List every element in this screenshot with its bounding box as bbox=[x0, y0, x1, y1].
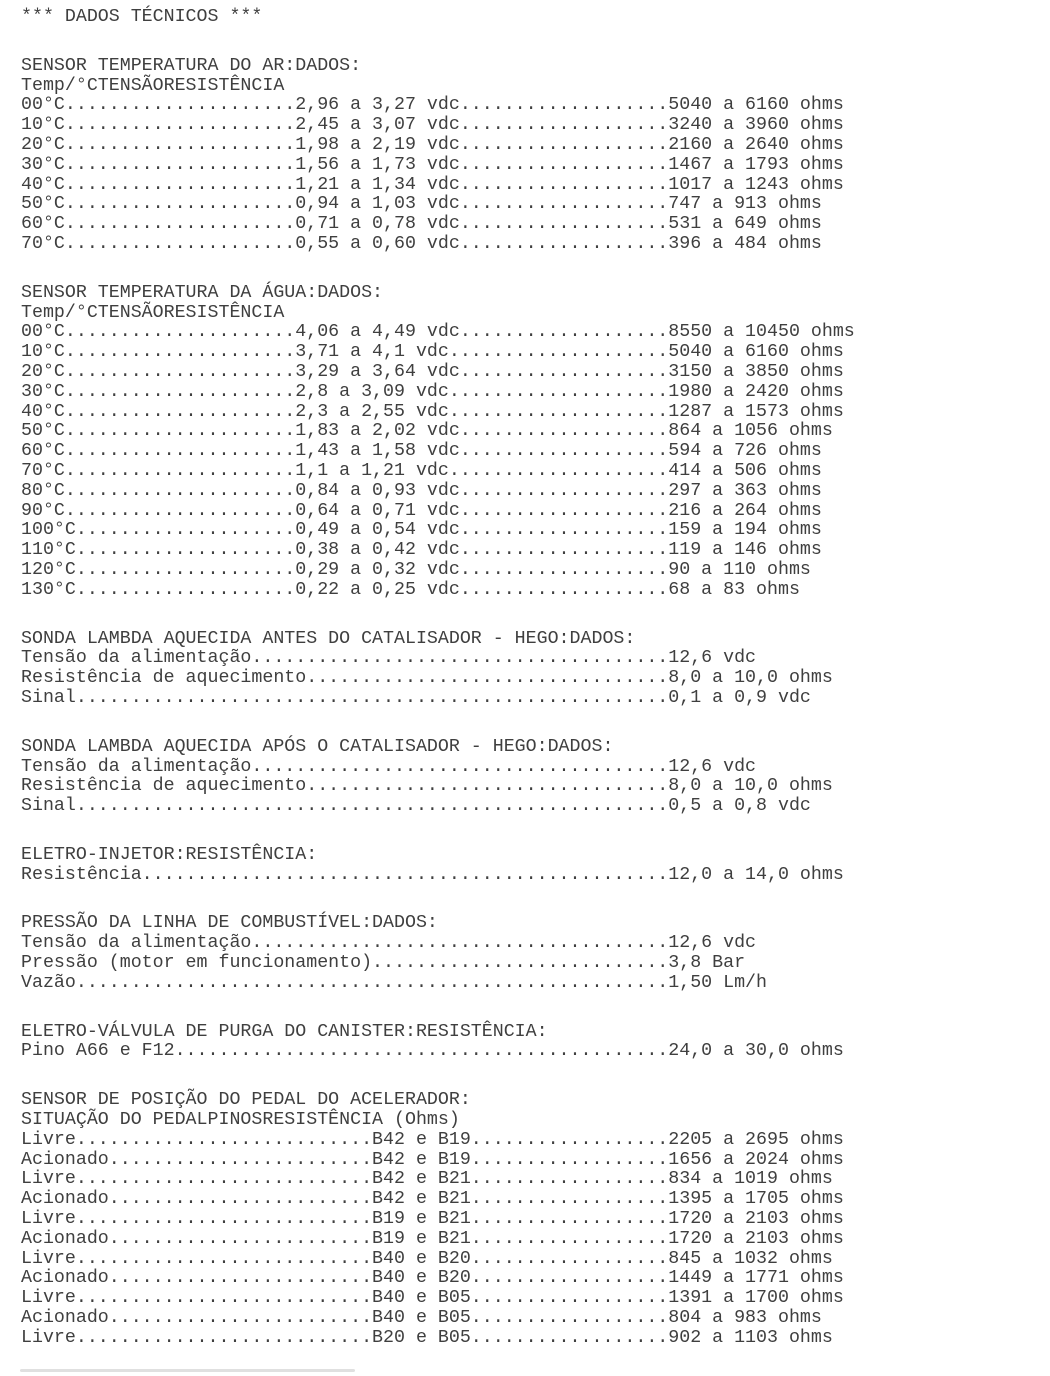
data-line: Tensão da alimentação......................................12,6 vdc bbox=[21, 933, 757, 954]
section bbox=[21, 1023, 1050, 1063]
data-line: 70°C.....................1,1 a 1,21 vdc....................414 a 506 ohms bbox=[21, 460, 822, 481]
data-line: Resistência de aquecimento.................................8,0 a 10,0 ohms bbox=[21, 668, 833, 689]
data-line: 90°C.....................0,64 a 0,71 vdc...................216 a 264 ohms bbox=[21, 500, 822, 521]
data-line: 130°C....................0,22 a 0,25 vdc...................68 a 83 ohms bbox=[21, 579, 800, 600]
data-line: Sinal......................................................0,5 a 0,8 vdc bbox=[21, 796, 811, 817]
section-heading: ELETRO-INJETOR:RESISTÊNCIA: bbox=[21, 844, 318, 865]
data-line: Tensão da alimentação......................................12,6 vdc bbox=[21, 756, 757, 777]
data-line: Tensão da alimentação......................................12,6 vdc bbox=[21, 648, 757, 669]
data-line: Livre...........................B19 e B21..................1720 a 2103 ohms bbox=[21, 1209, 844, 1230]
data-line: Livre...........................B42 e B19..................2205 a 2695 ohms bbox=[21, 1129, 844, 1150]
data-line: 40°C.....................2,3 a 2,55 vdc....................1287 a 1573 ohms bbox=[21, 401, 844, 422]
data-line: 10°C.....................2,45 a 3,07 vdc...................3240 a 3960 ohms bbox=[21, 115, 844, 136]
section-rows bbox=[21, 758, 1050, 817]
section-subheading: Temp/°CTENSÃORESISTÊNCIA bbox=[21, 75, 285, 96]
section bbox=[21, 630, 1050, 709]
data-line: 60°C.....................1,43 a 1,58 vdc...................594 a 726 ohms bbox=[21, 441, 822, 462]
section-subheading: SITUAÇÃO DO PEDALPINOSRESISTÊNCIA (Ohms) bbox=[21, 1110, 460, 1131]
section-heading: PRESSÃO DA LINHA DE COMBUSTÍVEL:DADOS: bbox=[21, 913, 438, 934]
data-line: Pino A66 e F12.............................................24,0 a 30,0 ohms bbox=[21, 1041, 844, 1062]
section bbox=[21, 738, 1050, 817]
data-line: 20°C.....................3,29 a 3,64 vdc...................3150 a 3850 ohms bbox=[21, 361, 844, 382]
section-heading: SENSOR DE POSIÇÃO DO PEDAL DO ACELERADOR: bbox=[21, 1090, 471, 1111]
data-line: Acionado........................B40 e B05..................804 a 983 ohms bbox=[21, 1308, 822, 1329]
data-line: Resistência................................................12,0 a 14,0 ohms bbox=[21, 864, 844, 885]
data-line: Pressão (motor em funcionamento)...........................3,8 Bar bbox=[21, 953, 746, 974]
section-rows bbox=[21, 96, 1050, 254]
data-line: Livre...........................B40 e B05..................1391 a 1700 ohms bbox=[21, 1288, 844, 1309]
section-rows bbox=[21, 866, 1050, 886]
section-rows bbox=[21, 934, 1050, 993]
data-line: Livre...........................B20 e B05..................902 a 1103 ohms bbox=[21, 1327, 833, 1348]
data-line: 30°C.....................1,56 a 1,73 vdc...................1467 a 1793 ohms bbox=[21, 154, 844, 175]
data-line: 100°C....................0,49 a 0,54 vdc...................159 a 194 ohms bbox=[21, 520, 822, 541]
data-line: Acionado........................B40 e B20..................1449 a 1771 ohms bbox=[21, 1268, 844, 1289]
section bbox=[21, 57, 1050, 255]
section-rows bbox=[21, 1131, 1050, 1349]
data-line: 70°C.....................0,55 a 0,60 vdc...................396 a 484 ohms bbox=[21, 233, 822, 254]
data-line: 10°C.....................3,71 a 4,1 vdc....................5040 a 6160 ohms bbox=[21, 342, 844, 363]
section-rows bbox=[21, 1042, 1050, 1062]
section-rows bbox=[21, 649, 1050, 708]
section-heading: SENSOR TEMPERATURA DA ÁGUA:DADOS: bbox=[21, 282, 384, 303]
section bbox=[21, 1091, 1050, 1348]
data-line: 50°C.....................0,94 a 1,03 vdc...................747 a 913 ohms bbox=[21, 194, 822, 215]
data-line: Vazão......................................................1,50 Lm/h bbox=[21, 972, 767, 993]
section bbox=[21, 846, 1050, 886]
section-heading: SONDA LAMBDA AQUECIDA ANTES DO CATALISADOR - HEGO:DADOS: bbox=[21, 628, 636, 649]
document-title: *** DADOS TÉCNICOS *** bbox=[21, 7, 263, 27]
data-line: 50°C.....................1,83 a 2,02 vdc...................864 a 1056 ohms bbox=[21, 421, 833, 442]
section-heading: SONDA LAMBDA AQUECIDA APÓS O CATALISADOR - HEGO:DADOS: bbox=[21, 736, 614, 757]
data-line: 40°C.....................1,21 a 1,34 vdc...................1017 a 1243 ohms bbox=[21, 174, 844, 195]
data-line: 00°C.....................2,96 a 3,27 vdc...................5040 a 6160 ohms bbox=[21, 95, 844, 116]
sections-container bbox=[21, 57, 1050, 1349]
data-line: 20°C.....................1,98 a 2,19 vdc...................2160 a 2640 ohms bbox=[21, 134, 844, 155]
data-line: 60°C.....................0,71 a 0,78 vdc...................531 a 649 ohms bbox=[21, 214, 822, 235]
data-line: Livre...........................B42 e B21..................834 a 1019 ohms bbox=[21, 1169, 833, 1190]
section-heading: ELETRO-VÁLVULA DE PURGA DO CANISTER:RESISTÊNCIA: bbox=[21, 1021, 548, 1042]
section bbox=[21, 914, 1050, 993]
data-line: Resistência de aquecimento.................................8,0 a 10,0 ohms bbox=[21, 776, 833, 797]
section-heading: SENSOR TEMPERATURA DO AR:DADOS: bbox=[21, 55, 362, 76]
clipped-next-line-artifact bbox=[20, 1369, 355, 1372]
section-subheading: Temp/°CTENSÃORESISTÊNCIA bbox=[21, 302, 285, 323]
section bbox=[21, 284, 1050, 601]
data-line: 110°C....................0,38 a 0,42 vdc...................119 a 146 ohms bbox=[21, 540, 822, 561]
data-line: Livre...........................B40 e B20..................845 a 1032 ohms bbox=[21, 1248, 833, 1269]
data-line: Sinal......................................................0,1 a 0,9 vdc bbox=[21, 687, 811, 708]
data-line: 80°C.....................0,84 a 0,93 vdc...................297 a 363 ohms bbox=[21, 480, 822, 501]
data-line: 30°C.....................2,8 a 3,09 vdc....................1980 a 2420 ohms bbox=[21, 381, 844, 402]
data-line: Acionado........................B42 e B21..................1395 a 1705 ohms bbox=[21, 1189, 844, 1210]
section-rows bbox=[21, 323, 1050, 600]
data-line: Acionado........................B42 e B19..................1656 a 2024 ohms bbox=[21, 1149, 844, 1170]
data-line: Acionado........................B19 e B21..................1720 a 2103 ohms bbox=[21, 1228, 844, 1249]
data-line: 00°C.....................4,06 a 4,49 vdc...................8550 a 10450 ohms bbox=[21, 322, 855, 343]
data-line: 120°C....................0,29 a 0,32 vdc...................90 a 110 ohms bbox=[21, 559, 811, 580]
